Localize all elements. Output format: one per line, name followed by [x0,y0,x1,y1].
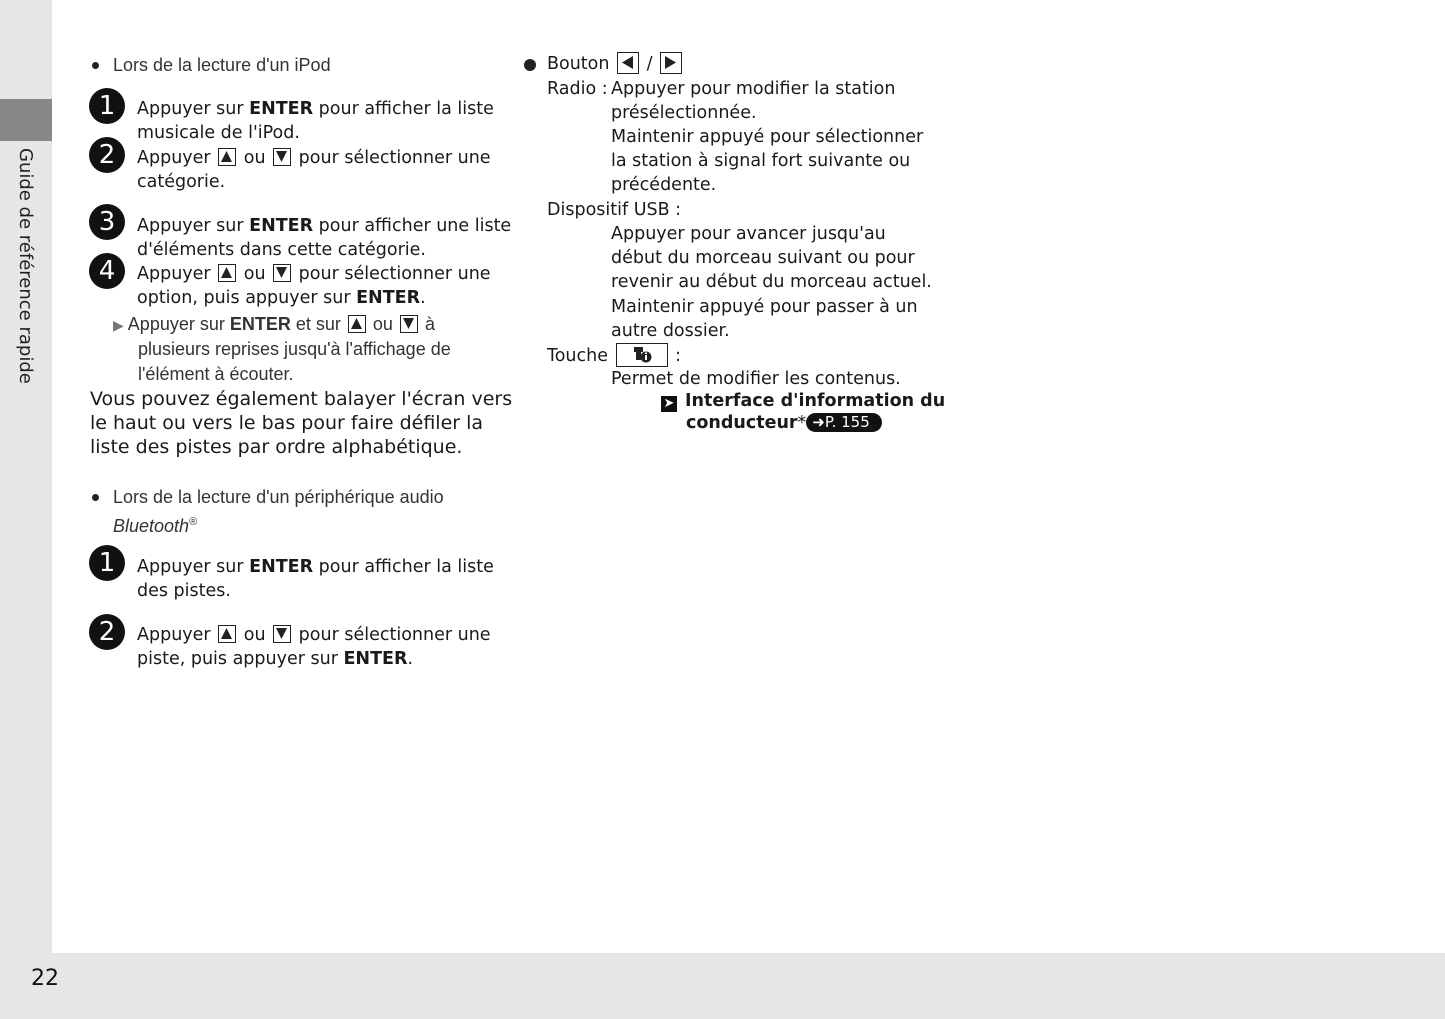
sidebar-tab-marker [0,99,52,141]
down-arrow-key-icon [400,315,418,333]
cross-reference-icon: ➤ [661,396,677,412]
ipod-heading: Lors de la lecture d'un iPod [113,55,331,75]
ipod-step3-line2: d'éléments dans cette catégorie. [137,240,426,260]
usb-line3: revenir au début du morceau actuel. [611,272,932,292]
ipod-note-line3: l'élément à écouter. [138,364,294,384]
xref-line1: ➤ Interface d'information du [661,389,945,413]
bluetooth-step1-text: Appuyer sur ENTER pour afficher la liste [137,557,494,577]
down-arrow-key-icon [273,625,291,643]
down-arrow-key-icon [273,148,291,166]
bluetooth-step1-line2: des pistes. [137,581,231,601]
ipod-paragraph-line3: liste des pistes par ordre alphabétique. [90,436,463,458]
info-phone-key-icon [616,343,668,367]
usb-line4: Maintenir appuyé pour passer à un [611,297,918,317]
down-arrow-key-icon [273,264,291,282]
ipod-step4-line2: option, puis appuyer sur ENTER. [137,288,426,308]
ipod-step4-text: Appuyer ou pour sélectionner une [137,264,491,284]
arrow-right-icon: ➜ [812,413,825,431]
usb-line5: autre dossier. [611,321,730,341]
sidebar [0,0,52,1019]
step-number-4: 4 [89,253,125,289]
up-arrow-key-icon [218,625,236,643]
ipod-step1-line2: musicale de l'iPod. [137,123,300,143]
step-number-3: 3 [89,204,125,240]
bluetooth-step2-line2: piste, puis appuyer sur ENTER. [137,649,414,669]
bouton-line: Bouton / [547,52,684,76]
radio-line1: Appuyer pour modifier la station [611,79,896,99]
up-arrow-key-icon [218,148,236,166]
radio-line3: Maintenir appuyé pour sélectionner [611,127,924,147]
radio-line5: précédente. [611,175,717,195]
radio-line2: présélectionnée. [611,103,757,123]
bullet-dot [92,494,99,501]
play-arrow-icon: ▶ [113,317,124,333]
footer [0,953,1445,1019]
bluetooth-heading-line1: Lors de la lecture d'un périphérique audio [113,487,444,507]
radio-label: Radio : [547,79,608,99]
ipod-step2-text: Appuyer ou pour sélectionner une [137,148,491,168]
xref-line2: conducteur* ➜P. 155 [686,411,882,435]
bullet-dot [524,59,536,71]
usb-line2: début du morceau suivant ou pour [611,248,915,268]
sidebar-label: Guide de référence rapide [15,148,36,384]
ipod-step1-text: Appuyer sur ENTER pour afficher la liste [137,99,494,119]
touche-description: Permet de modifier les contenus. [611,369,901,389]
usb-label: Dispositif USB : [547,200,682,220]
step-number-2: 2 [89,614,125,650]
bluetooth-step2-text: Appuyer ou pour sélectionner une [137,625,491,645]
bluetooth-heading-line2: Bluetooth® [113,516,198,536]
usb-line1: Appuyer pour avancer jusqu'au [611,224,886,244]
ipod-note-line2: plusieurs reprises jusqu'à l'affichage de [138,339,451,359]
seek-right-key-icon [660,52,682,74]
step-number-2: 2 [89,137,125,173]
ipod-step2-line2: catégorie. [137,172,226,192]
ipod-paragraph-line1: Vous pouvez également balayer l'écran vers [90,388,513,410]
page-reference-link[interactable]: ➜P. 155 [806,413,881,432]
seek-left-key-icon [617,52,639,74]
bullet-dot [92,62,99,69]
radio-line4: la station à signal fort suivante ou [611,151,911,171]
page-number: 22 [31,966,59,991]
touche-line: Touche : [547,343,681,368]
up-arrow-key-icon [218,264,236,282]
up-arrow-key-icon [348,315,366,333]
ipod-note: ▶ Appuyer sur ENTER et sur ou à [113,314,435,334]
ipod-paragraph-line2: le haut ou vers le bas pour faire défiler la [90,412,484,434]
ipod-step3-text: Appuyer sur ENTER pour afficher une liste [137,216,512,236]
step-number-1: 1 [89,545,125,581]
step-number-1: 1 [89,88,125,124]
